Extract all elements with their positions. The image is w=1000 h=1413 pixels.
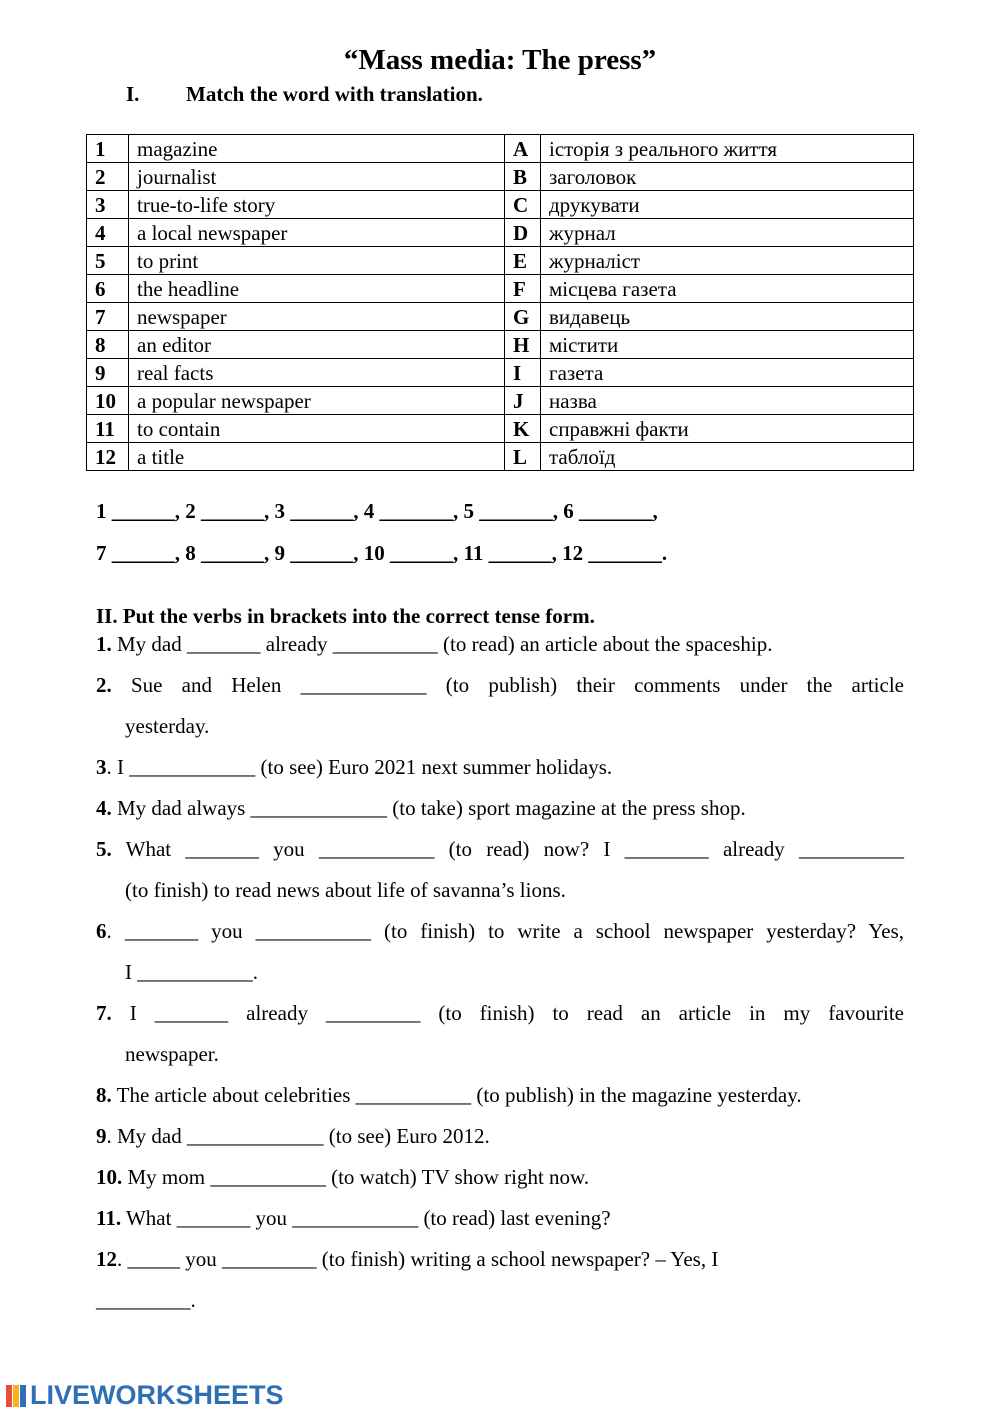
section-1-text: Match the word with translation.: [186, 82, 483, 106]
final-answer-blank[interactable]: _________.: [96, 1288, 196, 1312]
exercise-item[interactable]: [96, 624, 904, 665]
answer-line-2[interactable]: 7 ______, 8 ______, 9 ______, 10 ______, 11 ______, 12 _______.: [96, 541, 668, 565]
row-letter: F: [505, 275, 541, 303]
row-number: 2: [87, 163, 129, 191]
exercise-number: 2.: [96, 673, 112, 697]
row-number: 8: [87, 331, 129, 359]
ukrainian-translation: історія з реального життя: [541, 135, 914, 163]
row-number: 9: [87, 359, 129, 387]
exercise-number: 5.: [96, 837, 112, 861]
row-letter: G: [505, 303, 541, 331]
row-letter: H: [505, 331, 541, 359]
logo-text: LIVEWORKSHEETS: [30, 1380, 284, 1410]
exercise-text: My dad always _____________ (to take) sport magazine at the press shop.: [111, 796, 746, 820]
row-letter: D: [505, 219, 541, 247]
exercise-number: 8.: [96, 1083, 112, 1107]
row-number: 12: [87, 443, 129, 471]
english-word: newspaper: [129, 303, 505, 331]
page-title: “Mass media: The press”: [343, 44, 657, 76]
table-row: [87, 275, 914, 303]
exercise-text: . I ____________ (to see) Euro 2021 next summer holidays.: [106, 755, 613, 779]
exercise-item[interactable]: [96, 1116, 904, 1157]
row-number: 11: [87, 415, 129, 443]
table-row: [87, 331, 914, 359]
matching-table: [86, 134, 914, 471]
exercise-item[interactable]: [96, 829, 904, 870]
liveworksheets-logo: [6, 1380, 284, 1411]
exercise-number: 1.: [96, 632, 112, 656]
table-row: [87, 359, 914, 387]
english-word: to contain: [129, 415, 505, 443]
exercise-number: 7.: [96, 1001, 112, 1025]
exercise-number: 12: [96, 1247, 117, 1271]
row-number: 3: [87, 191, 129, 219]
english-word: journalist: [129, 163, 505, 191]
table-row: [87, 303, 914, 331]
row-letter: E: [505, 247, 541, 275]
exercise-item[interactable]: [96, 1198, 904, 1239]
english-word: a local newspaper: [129, 219, 505, 247]
exercise-continuation: yesterday.: [125, 714, 210, 738]
exercise-item[interactable]: [96, 993, 904, 1034]
ukrainian-translation: заголовок: [541, 163, 914, 191]
table-row: [87, 163, 914, 191]
ukrainian-translation: видавець: [541, 303, 914, 331]
english-word: a title: [129, 443, 505, 471]
row-number: 1: [87, 135, 129, 163]
row-number: 7: [87, 303, 129, 331]
table-row: [87, 135, 914, 163]
row-number: 4: [87, 219, 129, 247]
english-word: a popular newspaper: [129, 387, 505, 415]
exercise-text: My dad _______ already __________ (to read) an article about the spaceship.: [111, 632, 773, 656]
exercise-number: 3: [96, 755, 107, 779]
exercise-text: What _______ you ____________ (to read) last evening?: [121, 1206, 611, 1230]
exercise-item[interactable]: [96, 1157, 904, 1198]
row-letter: B: [505, 163, 541, 191]
exercise-item[interactable]: [96, 788, 904, 829]
exercise-continuation: I ___________.: [125, 960, 258, 984]
exercise-text: . _____ you _________ (to finish) writing a school newspaper? – Yes, I: [117, 1247, 719, 1271]
row-letter: K: [505, 415, 541, 443]
exercise-item[interactable]: [96, 665, 904, 706]
table-row: [87, 247, 914, 275]
english-word: true-to-life story: [129, 191, 505, 219]
section-2-heading: II. Put the verbs in brackets into the correct tense form.: [96, 604, 595, 628]
exercise-list: [96, 624, 904, 1321]
table-row: [87, 443, 914, 471]
answer-line-1[interactable]: 1 ______, 2 ______, 3 ______, 4 _______, 5 _______, 6 _______,: [96, 499, 658, 523]
ukrainian-translation: журналіст: [541, 247, 914, 275]
ukrainian-translation: місцева газета: [541, 275, 914, 303]
table-row: [87, 219, 914, 247]
english-word: magazine: [129, 135, 505, 163]
exercise-text: . My dad _____________ (to see) Euro 2012.: [106, 1124, 490, 1148]
exercise-number: 4.: [96, 796, 112, 820]
liveworksheets-mark-icon: [6, 1383, 26, 1409]
row-number: 6: [87, 275, 129, 303]
exercise-text: My mom ___________ (to watch) TV show right now.: [122, 1165, 590, 1189]
ukrainian-translation: містити: [541, 331, 914, 359]
exercise-number: 6: [96, 919, 107, 943]
english-word: real facts: [129, 359, 505, 387]
english-word: to print: [129, 247, 505, 275]
exercise-number: 10.: [96, 1165, 123, 1189]
exercise-continuation: newspaper.: [125, 1042, 219, 1066]
ukrainian-translation: справжні факти: [541, 415, 914, 443]
table-row: [87, 415, 914, 443]
row-number: 10: [87, 387, 129, 415]
exercise-item[interactable]: [96, 1075, 904, 1116]
section-1-number: I.: [126, 82, 140, 106]
ukrainian-translation: газета: [541, 359, 914, 387]
exercise-item[interactable]: [96, 1239, 904, 1280]
row-letter: C: [505, 191, 541, 219]
row-number: 5: [87, 247, 129, 275]
exercise-number: 9: [96, 1124, 107, 1148]
exercise-text: I _______ already _________ (to finish) to read an article in my favourite: [111, 1001, 904, 1025]
row-letter: I: [505, 359, 541, 387]
row-letter: A: [505, 135, 541, 163]
exercise-text: The article about celebrities ___________ (to publish) in the magazine yesterday.: [111, 1083, 802, 1107]
ukrainian-translation: назва: [541, 387, 914, 415]
exercise-text: What _______ you ___________ (to read) now? I ________ already __________: [111, 837, 904, 861]
row-letter: L: [505, 443, 541, 471]
exercise-item[interactable]: [96, 747, 904, 788]
ukrainian-translation: таблоїд: [541, 443, 914, 471]
ukrainian-translation: журнал: [541, 219, 914, 247]
table-row: [87, 191, 914, 219]
exercise-number: 11.: [96, 1206, 122, 1230]
english-word: an editor: [129, 331, 505, 359]
exercise-item[interactable]: [96, 911, 904, 952]
row-letter: J: [505, 387, 541, 415]
section-1-heading: [126, 82, 483, 107]
english-word: the headline: [129, 275, 505, 303]
exercise-continuation: (to finish) to read news about life of savanna’s lions.: [125, 878, 566, 902]
exercise-text: Sue and Helen ____________ (to publish) their comments under the article: [111, 673, 904, 697]
table-row: [87, 387, 914, 415]
ukrainian-translation: друкувати: [541, 191, 914, 219]
exercise-text: . _______ you ___________ (to finish) to write a school newspaper yesterday? Yes,: [106, 919, 904, 943]
